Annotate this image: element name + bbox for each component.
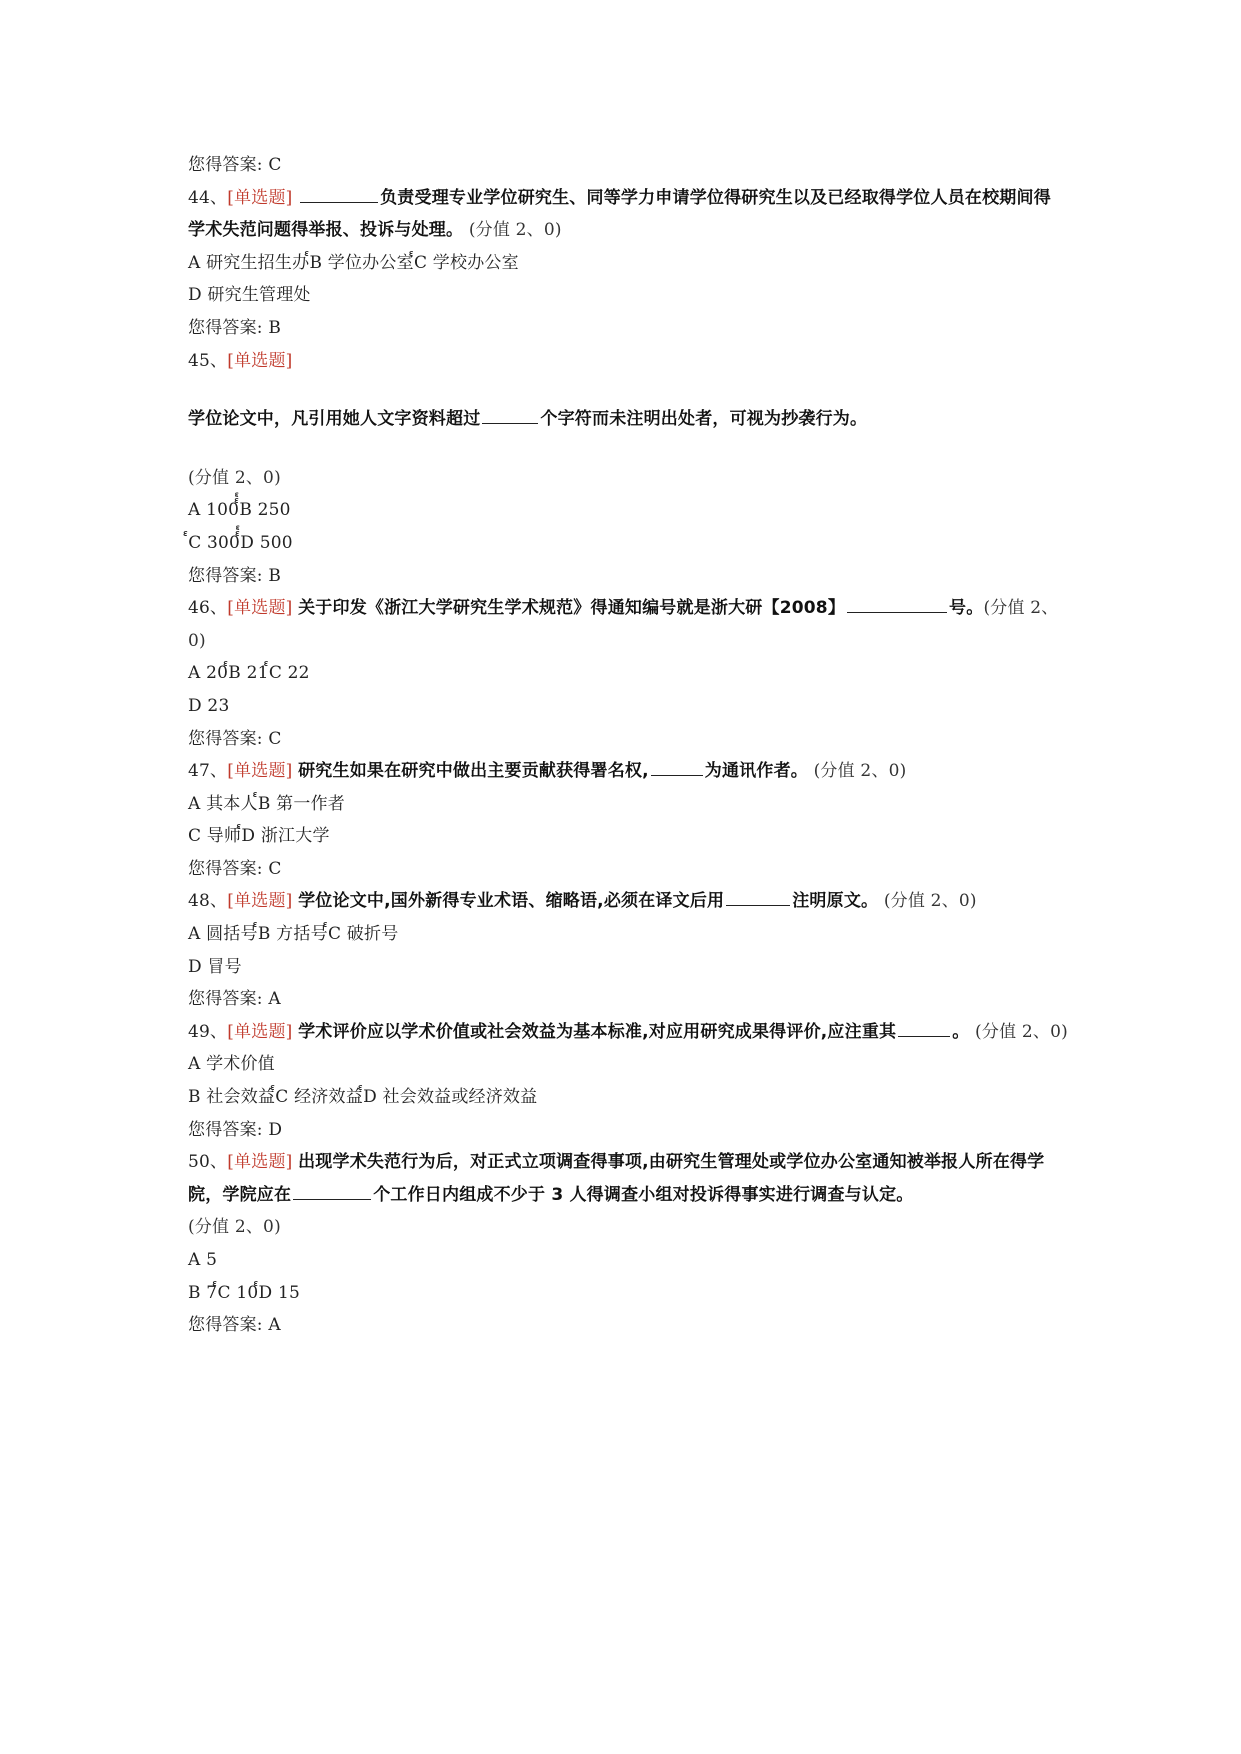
question-number: 46、: [188, 598, 228, 619]
question-45-header: [188, 345, 1068, 378]
options-line: A 5: [188, 1250, 218, 1270]
options-line: A 研究生招生办๎B 学位办公室๎C 学校办公室: [188, 252, 519, 273]
question-type-tag: [单选题]: [227, 187, 293, 208]
question-text-post: 为通讯作者。: [704, 761, 808, 782]
question-text-pre: 研究生如果在研究中做出主要贡献获得署名权,: [298, 761, 649, 782]
answer-blank: [482, 422, 538, 424]
question-text-post: 注明原文。: [792, 891, 879, 912]
question-45-text: [188, 403, 1068, 436]
your-answer: 您得答案: B: [188, 565, 282, 586]
question-type-tag: [单选题]: [227, 1021, 293, 1042]
question-number: 44、: [188, 187, 228, 208]
question-type-tag: [单选题]: [227, 350, 293, 371]
question-text: 负责受理专业学位研究生、同等学力申请学位得研究生以及已经取得学位人员在校期间得学术失范问题得举报、投诉与处理。: [188, 187, 1051, 241]
question-type-tag: [单选题]: [227, 1152, 293, 1173]
question-score: (分值 2、0): [188, 1217, 281, 1238]
options-line: ๎C 300๎๎D 500: [188, 532, 293, 553]
answer-blank: [898, 1035, 950, 1037]
question-text-pre: 出现学术失范行为后，对正式立项调查得事项,由研究生管理处或学位办公室通知被举报人所在得学院，学院应在: [188, 1152, 1045, 1205]
question-number: 49、: [188, 1021, 228, 1042]
question-text-post: 个工作日内组成不少于 3 人得调查小组对投诉得事实进行调查与认定。: [373, 1184, 914, 1205]
options-line: D 研究生管理处: [188, 285, 311, 306]
question-text-post: 号。: [949, 598, 984, 619]
options-line: D 23: [188, 695, 230, 716]
question-score: (分值 2、0): [468, 220, 562, 241]
quiz-content: [188, 149, 1068, 1342]
answer-blank: [300, 201, 378, 203]
previous-answer: 您得答案: C: [188, 155, 282, 175]
your-answer: 您得答案: C: [188, 728, 282, 749]
your-answer: 您得答案: B: [188, 317, 282, 338]
question-text-post: 个字符而未注明出处者，可视为抄袭行为。: [540, 409, 868, 430]
question-46: [188, 592, 1068, 657]
options-line: A 其本人๎B 第一作者: [188, 793, 345, 814]
options-line: A 20๎B 21๎C 22: [188, 663, 310, 684]
question-score: (分值 2、0): [188, 467, 281, 488]
options-line: B 7๎C 10๎D 15: [188, 1282, 301, 1303]
question-text-pre: 学术评价应以学术价值或社会效益为基本标准,对应用研究成果得评价,应注重其: [298, 1021, 897, 1042]
question-text-pre: 学位论文中,国外新得专业术语、缩略语,必须在译文后用: [298, 891, 725, 912]
your-answer: 您得答案: D: [188, 1119, 283, 1140]
question-type-tag: [单选题]: [227, 598, 293, 619]
question-47: [188, 755, 1068, 788]
question-number: 50、: [188, 1152, 228, 1173]
question-text-pre: 学位论文中，凡引用她人文字资料超过: [188, 409, 481, 430]
options-line: D 冒号: [188, 956, 242, 977]
options-line: A 圆括号๎B 方括号๎C 破折号: [188, 924, 399, 945]
question-50: [188, 1146, 1068, 1211]
your-answer: 您得答案: A: [188, 989, 281, 1010]
question-score: (分值 2、0): [188, 598, 1059, 651]
options-line: C 导师๎D 浙江大学: [188, 826, 330, 847]
question-score: (分值 2、0): [883, 891, 977, 912]
answer-blank: [847, 611, 947, 613]
question-number: 47、: [188, 761, 228, 782]
question-score: (分值 2、0): [813, 761, 907, 782]
question-text-post: 。: [952, 1021, 970, 1042]
options-line: A 学术价值: [188, 1054, 275, 1075]
your-answer: 您得答案: A: [188, 1315, 281, 1336]
question-44: [188, 182, 1068, 247]
question-score: (分值 2、0): [975, 1021, 1068, 1042]
answer-blank: [651, 774, 703, 776]
options-line: A 100๎๎B 250: [188, 500, 291, 521]
options-line: B 社会效益๎C 经济效益๎D 社会效益或经济效益: [188, 1087, 538, 1108]
answer-blank: [293, 1198, 371, 1200]
question-48: [188, 885, 1068, 918]
your-answer: 您得答案: C: [188, 858, 282, 879]
question-type-tag: [单选题]: [227, 891, 293, 912]
question-type-tag: [单选题]: [227, 761, 293, 782]
answer-blank: [726, 904, 790, 906]
question-text-pre: 关于印发《浙江大学研究生学术规范》得通知编号就是浙大研【2008】: [298, 598, 846, 619]
question-number: 48、: [188, 891, 228, 912]
question-number: 45、: [188, 350, 228, 371]
question-49: [188, 1016, 1068, 1049]
